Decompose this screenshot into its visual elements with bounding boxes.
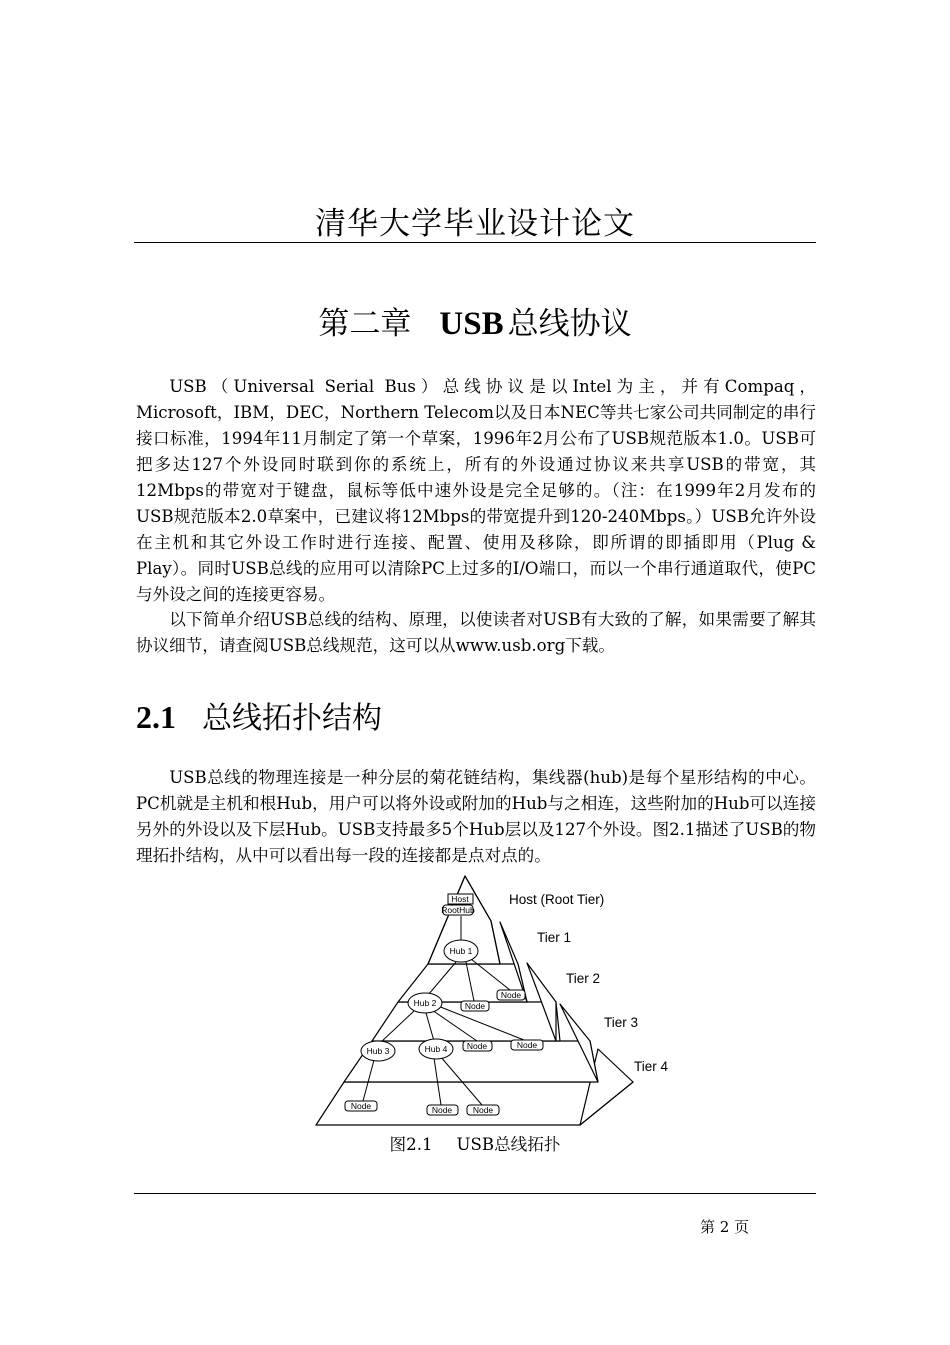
node-label: Node [431, 1105, 453, 1115]
hub3-label: Hub 3 [366, 1046, 390, 1056]
tier-label-4: Tier 4 [634, 1059, 669, 1074]
node-label: Node [464, 1001, 486, 1011]
chapter-label: 第二章 [318, 306, 412, 342]
header-title: 清华大学毕业设计论文 [315, 206, 635, 242]
tier-label-3: Tier 3 [604, 1015, 639, 1030]
host-label: Host [451, 894, 469, 904]
figure-number: 图2.1 [389, 1135, 433, 1154]
figure-caption-text: USB总线拓扑 [456, 1135, 561, 1154]
section-title: 总线拓扑结构 [202, 701, 382, 736]
figure-caption [134, 1131, 816, 1155]
section-number: 2.1 [136, 699, 176, 735]
paragraph-intro: USB（Universal Serial Bus）总线协议是以Intel为主，并有Compaq，Microsoft，IBM，DEC，Northern Telecom以及日本NEC等共七家公司共同制定的串行接口标准，1994年11月制定了第一个草案，1996年2月公布了USB规范版本1.0。USB可把多达127个外设同时联到你的系统上，所有的外设通过协议来共享USB的带宽，其12Mbps的带宽对于键盘，鼠标等低中速外设是完全足够的。（注：在1999年2月发布的USB规范版本2.0草案中，已建议将12Mbps的带宽提升到120-240Mbps。）USB允许外设在主机和其它外设工作时进行连接、配置、使用及移除，即所谓的即插即用（Plug & Play）。同时USB总线的应用可以清除PC上过多的I/O端口，而以一个串行通道取代，使PC与外设之间的连接更容易。 [136, 377, 816, 604]
tier-label-host: Host (Root Tier) [509, 892, 605, 907]
tier-label-2: Tier 2 [566, 971, 601, 986]
page-number: 第 2 页 [700, 1218, 750, 1236]
hub4-label: Hub 4 [424, 1044, 448, 1054]
tier-label-1: Tier 1 [537, 930, 572, 945]
chapter-title-cn: 总线协议 [507, 306, 632, 342]
node-label: Node [472, 1105, 494, 1115]
node-label: Node [516, 1040, 538, 1050]
footer-rule [134, 1193, 816, 1194]
node-label: Node [466, 1041, 488, 1051]
node-label: Node [350, 1101, 372, 1111]
node-label: Node [500, 990, 522, 1000]
hub1-label: Hub 1 [449, 946, 473, 956]
roothub-label: RootHub [441, 905, 475, 915]
paragraph-topology: USB总线的物理连接是一种分层的菊花链结构，集线器(hub)是每个星形结构的中心。PC机就是主机和根Hub，用户可以将外设或附加的Hub与之相连，这些附加的Hub可以连接另外的外设以及下层Hub。USB支持最多5个Hub层以及127个外设。图2.1描述了USB的物理拓扑结构，从中可以看出每一段的连接都是点对点的。 [136, 768, 816, 865]
chapter-title-en: USB [439, 306, 504, 342]
hub2-label: Hub 2 [413, 998, 437, 1008]
paragraph-overview: 以下简单介绍USB总线的结构、原理，以使读者对USB有大致的了解，如果需要了解其协议细节，请查阅USB总线规范，这可以从www.usb.org下载。 [136, 610, 816, 655]
